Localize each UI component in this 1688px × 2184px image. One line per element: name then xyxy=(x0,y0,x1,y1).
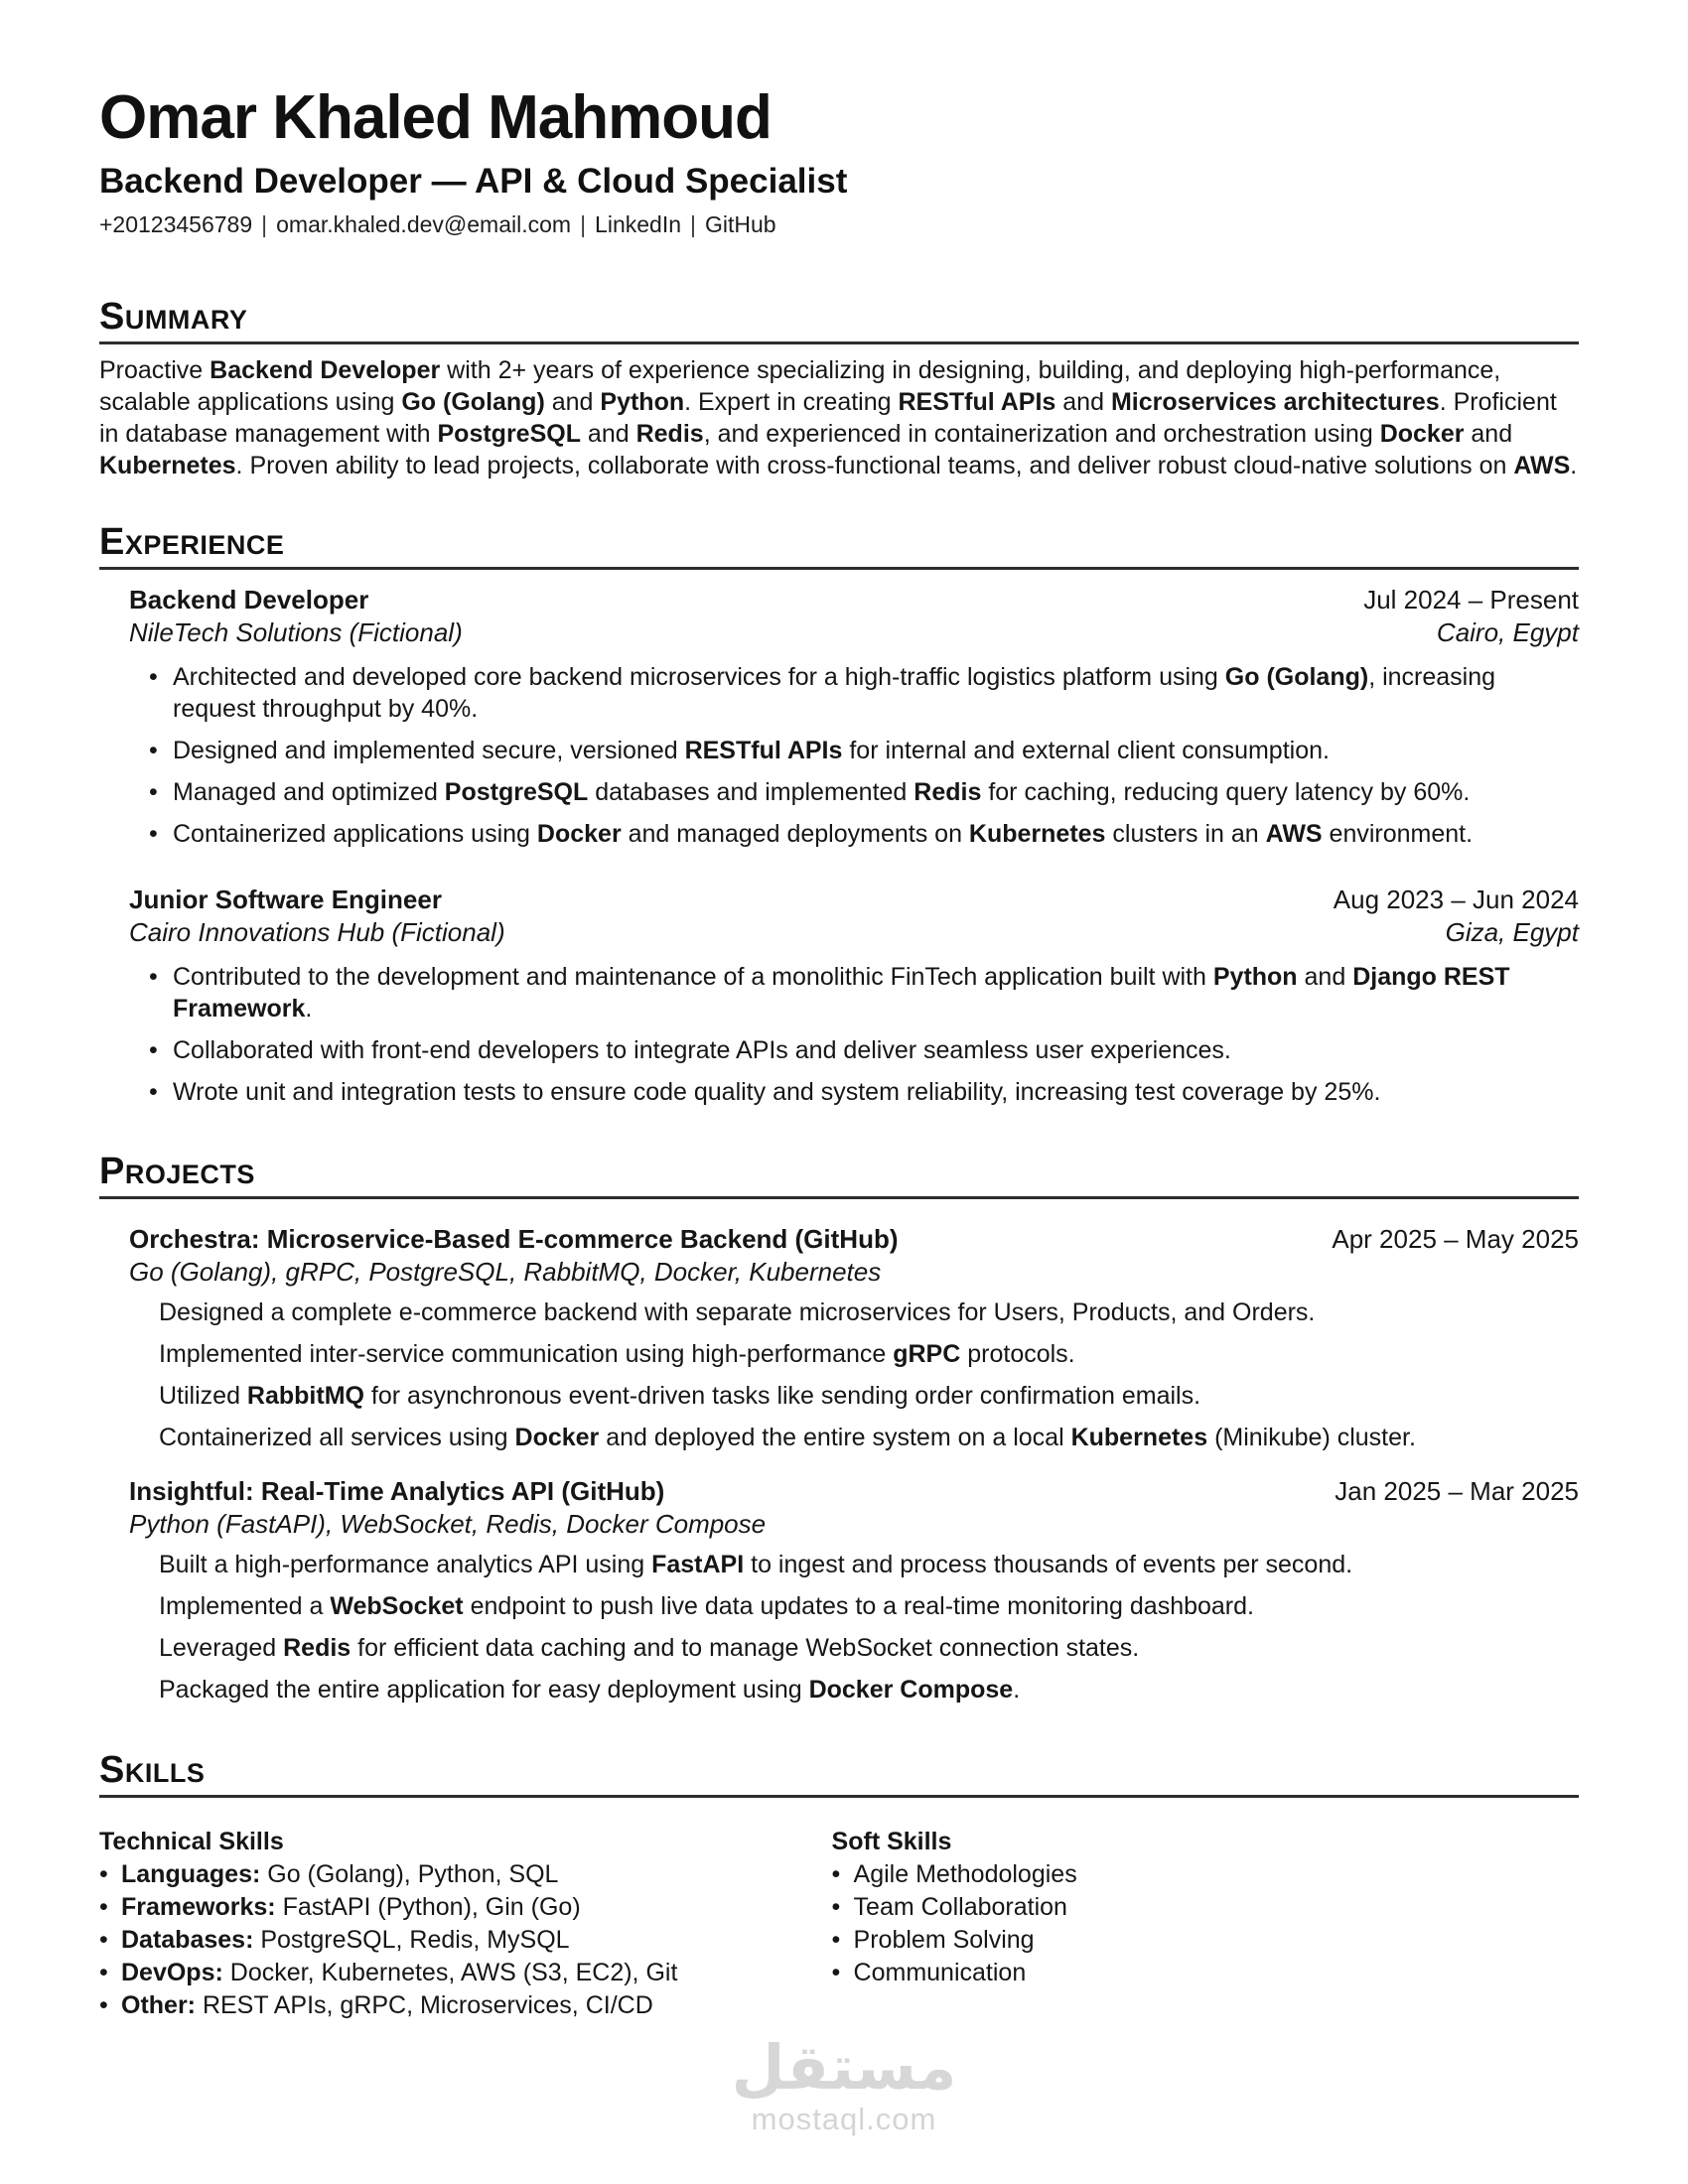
project-entry xyxy=(99,1223,1579,1453)
project-detail-line: Designed a complete e-commerce backend with separate microservices for Users, Products, and Orders. xyxy=(159,1298,1316,1326)
mostaql-domain: mostaql.com xyxy=(751,2102,937,2136)
linkedin-link[interactable]: LinkedIn xyxy=(595,211,682,237)
soft-skill-item: • Team Collaboration xyxy=(832,1891,1579,1924)
job-bullet: • Managed and optimized PostgreSQL databases and implemented Redis for caching, reducing query latency by 60%. xyxy=(147,776,1579,808)
job-location: Cairo, Egypt xyxy=(1436,617,1579,647)
technical-skills-column xyxy=(99,1826,832,2022)
job-title: Backend Developer xyxy=(129,585,369,614)
project-dates: Apr 2025 – May 2025 xyxy=(1332,1224,1579,1254)
project-detail-line: Built a high-performance analytics API using FastAPI to ingest and process thousands of events per second. xyxy=(159,1551,1353,1578)
job-company: NileTech Solutions (Fictional) xyxy=(129,617,463,647)
soft-skill-item: • Communication xyxy=(832,1957,1579,1989)
headline: Backend Developer — API & Cloud Specialist xyxy=(99,162,848,201)
mostaql-watermark xyxy=(728,2031,960,2136)
project-detail-line: Implemented a WebSocket endpoint to push live data updates to a real-time monitoring dashboard. xyxy=(159,1592,1254,1620)
soft-skill-item: • Agile Methodologies xyxy=(832,1858,1579,1891)
project-entry xyxy=(99,1475,1579,1706)
job-entry xyxy=(99,584,1579,850)
resume-header xyxy=(99,0,1579,237)
skills-columns xyxy=(99,1826,1579,2022)
technical-skill-item: • Languages: Go (Golang), Python, SQL xyxy=(99,1858,832,1891)
experience-heading: Experience xyxy=(99,523,1579,570)
project-detail-line: Containerized all services using Docker and deployed the entire system on a local Kubernetes (Minikube) cluster. xyxy=(159,1424,1416,1451)
job-bullet: • Collaborated with front-end developers to integrate APIs and deliver seamless user experiences. xyxy=(147,1034,1579,1066)
project-dates: Jan 2025 – Mar 2025 xyxy=(1335,1476,1579,1506)
project-detail-list xyxy=(159,1549,1579,1706)
job-bullet: • Designed and implemented secure, versioned RESTful APIs for internal and external client consumption. xyxy=(147,735,1579,766)
job-bullet: • Containerized applications using Docker and managed deployments on Kubernetes clusters in an AWS environment. xyxy=(147,818,1579,850)
section-experience xyxy=(99,523,1579,1108)
contact-separator: | xyxy=(690,211,696,237)
project-detail-list xyxy=(159,1297,1579,1453)
job-title-row xyxy=(129,884,1579,916)
technical-skill-item: • Other: REST APIs, gRPC, Microservices, CI/CD xyxy=(99,1989,832,2022)
job-bullet: • Wrote unit and integration tests to ensure code quality and system reliability, increasing test coverage by 25%. xyxy=(147,1076,1579,1108)
job-company-row xyxy=(129,916,1579,949)
section-projects xyxy=(99,1153,1579,1706)
resume-content xyxy=(99,0,1579,2022)
person-name: Omar Khaled Mahmoud xyxy=(99,83,772,152)
project-title: Orchestra: Microservice-Based E-commerce Backend (GitHub) xyxy=(129,1224,899,1254)
summary-heading: Summary xyxy=(99,298,1579,344)
project-stack-row xyxy=(129,1508,1579,1541)
job-bullet: • Contributed to the development and maintenance of a monolithic FinTech application built with Python and Django REST Framework. xyxy=(147,961,1579,1024)
project-stack: Python (FastAPI), WebSocket, Redis, Docker Compose xyxy=(129,1509,767,1539)
project-detail-line: Utilized RabbitMQ for asynchronous event-driven tasks like sending order confirmation emails. xyxy=(159,1382,1201,1410)
project-title-row xyxy=(129,1475,1579,1508)
project-detail-line: Implemented inter-service communication using high-performance gRPC protocols. xyxy=(159,1340,1075,1368)
section-summary xyxy=(99,298,1579,481)
mostaql-logo: مستقل xyxy=(731,2031,957,2104)
project-stack-row xyxy=(129,1256,1579,1289)
technical-skill-item: • DevOps: Docker, Kubernetes, AWS (S3, EC2), Git xyxy=(99,1957,832,1989)
technical-skill-item: • Databases: PostgreSQL, Redis, MySQL xyxy=(99,1924,832,1957)
contact-separator: | xyxy=(580,211,587,237)
summary-paragraph: Proactive Backend Developer with 2+ years of experience specializing in designing, building, and deploying high-performance, scalable applications using Go (Golang) and Python. Expert in creating RESTful APIs and Microservices architectures. Proficient in database management with PostgreSQL and Redis, and experienced in containerization and orchestration using Docker and Kubernetes. Proven ability to lead projects, collaborate with cross-functional teams, and deliver robust cloud-native solutions on AWS. xyxy=(99,356,1578,479)
project-title-row xyxy=(129,1223,1579,1256)
job-dates: Jul 2024 – Present xyxy=(1363,585,1579,614)
job-entry xyxy=(99,884,1579,1108)
soft-skill-item: • Problem Solving xyxy=(832,1924,1579,1957)
job-location: Giza, Egypt xyxy=(1445,917,1579,947)
github-link[interactable]: GitHub xyxy=(705,211,776,237)
project-stack: Go (Golang), gRPC, PostgreSQL, RabbitMQ, Docker, Kubernetes xyxy=(129,1257,882,1287)
phone-number: +20123456789 xyxy=(99,211,253,237)
skills-heading: Skills xyxy=(99,1751,1579,1798)
job-bullet-list xyxy=(147,961,1579,1108)
email-address: omar.khaled.dev@email.com xyxy=(276,211,572,237)
contact-separator: | xyxy=(261,211,268,237)
section-skills xyxy=(99,1751,1579,2022)
technical-skills-heading: Technical Skills xyxy=(99,1828,284,1855)
job-bullet-list xyxy=(147,661,1579,850)
job-title-row xyxy=(129,584,1579,616)
project-detail-line: Packaged the entire application for easy deployment using Docker Compose. xyxy=(159,1676,1021,1704)
job-dates: Aug 2023 – Jun 2024 xyxy=(1333,885,1579,914)
project-detail-line: Leveraged Redis for efficient data caching and to manage WebSocket connection states. xyxy=(159,1634,1140,1662)
projects-heading: Projects xyxy=(99,1153,1579,1199)
job-title: Junior Software Engineer xyxy=(129,885,442,914)
soft-skills-heading: Soft Skills xyxy=(831,1828,952,1855)
project-title: Insightful: Real-Time Analytics API (GitHub) xyxy=(129,1476,665,1506)
technical-skill-item: • Frameworks: FastAPI (Python), Gin (Go) xyxy=(99,1891,832,1924)
contact-line xyxy=(99,211,1579,237)
job-company-row xyxy=(129,616,1579,649)
job-company: Cairo Innovations Hub (Fictional) xyxy=(129,917,505,947)
job-bullet: • Architected and developed core backend microservices for a high-traffic logistics platform using Go (Golang), increasing request throughput by 40%. xyxy=(147,661,1579,725)
soft-skills-column xyxy=(832,1826,1579,2022)
